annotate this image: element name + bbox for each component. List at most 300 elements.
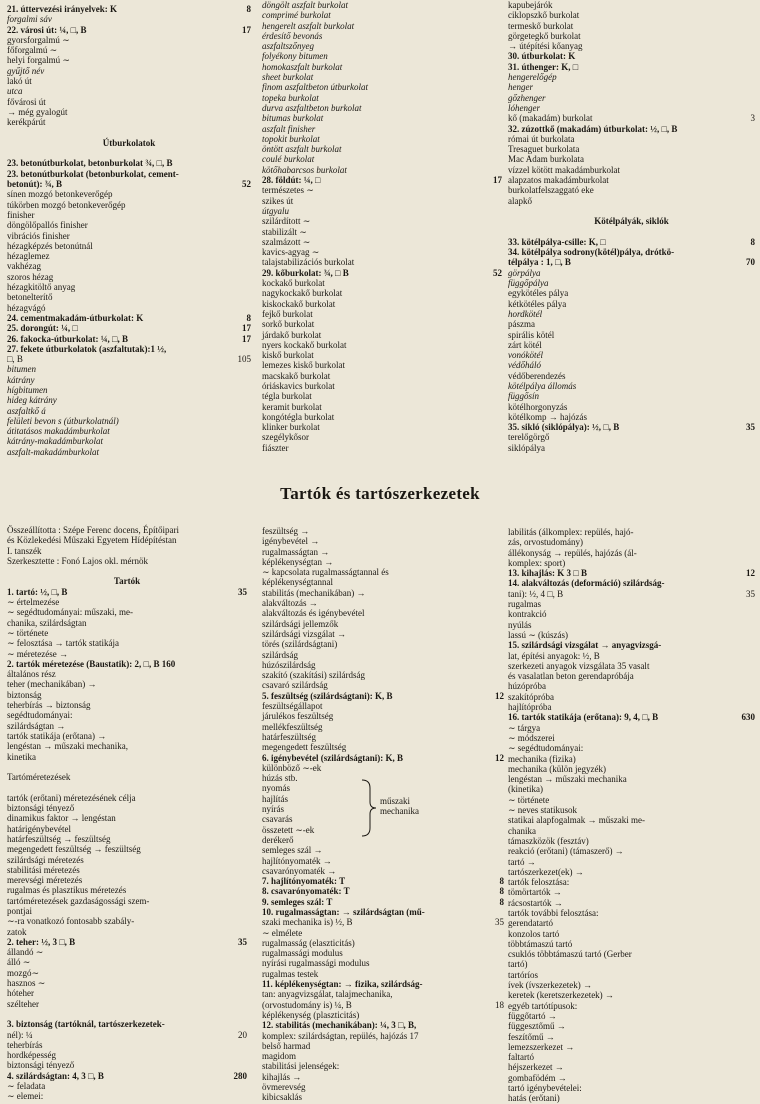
index-line — [262, 371, 502, 381]
line-text: hideg kátrány — [7, 395, 57, 406]
line-text: 23. betonútburkolat (betonburkolat, cement- — [7, 168, 179, 179]
index-line — [7, 885, 247, 895]
line-text: rugalmassági modulus — [262, 948, 343, 959]
index-line — [7, 782, 247, 792]
index-line — [262, 72, 502, 82]
line-text: terelőgörgő — [508, 432, 550, 443]
line-text: héjszerkezet → — [508, 1062, 564, 1073]
line-text: Összeállította : Szépe Ferenc docens, Építőipari — [7, 525, 179, 535]
line-text: stabilitási méretezés — [7, 864, 80, 875]
line-text: nyírási rugalmassági modulus — [262, 958, 370, 969]
line-text: szilárdsági jellemzők — [262, 618, 339, 629]
index-line — [262, 619, 504, 629]
bottom-column-1 — [7, 525, 247, 1102]
index-line — [7, 35, 251, 45]
entry-heading — [7, 344, 251, 354]
line-text: ciklopszkő burkolat — [508, 10, 580, 21]
line-text: kötélpálya állomás — [508, 380, 577, 391]
entry-heading — [508, 578, 755, 588]
line-text: zás, orvostudomány) — [508, 537, 583, 548]
line-text: nagykockakő burkolat — [262, 288, 343, 299]
line-text: reakció (erőtani) (támaszerő) → — [508, 846, 624, 857]
line-text: (orvostudomány is) ¼, B — [262, 999, 352, 1010]
line-text: kapubejárók — [508, 0, 553, 10]
index-line — [262, 969, 504, 979]
index-line — [508, 990, 755, 1000]
page-count: 17 — [493, 175, 502, 186]
line-text: hengerelőgép — [508, 72, 557, 83]
index-line — [7, 957, 247, 967]
index-line — [262, 10, 502, 20]
entry-heading — [262, 1020, 504, 1030]
line-text: óriáskavics burkolat — [262, 380, 335, 391]
line-text: stabilizált ∼ — [262, 226, 307, 237]
line-text: hordképesség — [7, 1050, 56, 1061]
index-line — [7, 66, 251, 76]
index-line — [508, 103, 755, 113]
index-line — [508, 371, 755, 381]
index-line — [7, 968, 247, 978]
index-line — [262, 340, 502, 350]
line-text: 7. hajlítónyomaték: T — [262, 876, 346, 887]
index-line — [262, 0, 502, 10]
line-text: aszfaltkő á — [7, 405, 46, 416]
index-line — [7, 865, 247, 875]
index-line — [7, 364, 251, 374]
line-text: Szerkesztette : Fonó Lajos okl. mérnök — [7, 555, 148, 566]
line-text: lemezszerkezet → — [508, 1041, 575, 1052]
line-text: kátrány-makadámburkolat — [7, 436, 103, 447]
line-text: 25. dorongút: ¼, □ — [7, 323, 78, 334]
index-line — [7, 107, 251, 117]
line-text: tartóméretezések gazdaságossági szem- — [7, 895, 150, 906]
line-text: ∼ felosztása → tartók statikája — [7, 638, 120, 649]
line-text: 2. teher: ½, 3 □, B — [7, 936, 76, 947]
line-text: ∼ segédtudományai: műszaki, me- — [7, 607, 134, 618]
brace-label-2: mechanika — [380, 806, 419, 816]
index-line — [7, 669, 247, 679]
line-text: kő (makadám) burkolat — [508, 113, 593, 124]
line-text: feszültség → — [262, 526, 310, 536]
index-line — [262, 124, 502, 134]
line-text: kátrány — [7, 374, 35, 385]
line-text: termeskő burkolat — [508, 20, 574, 31]
entry-heading — [262, 979, 504, 989]
index-line — [508, 877, 755, 887]
index-line — [7, 690, 247, 700]
line-text: ∼-ra vonatkozó fontosabb szabály- — [7, 916, 135, 927]
line-text: 35. sikló (siklópálya): ½, □, B — [508, 422, 620, 433]
index-line — [262, 257, 502, 267]
index-line — [508, 805, 755, 815]
line-text: hézagképzés betonútnál — [7, 240, 93, 251]
index-line — [7, 824, 247, 834]
line-text: kinetika — [7, 751, 36, 762]
line-text: 30. útburkolat: K — [508, 51, 576, 62]
line-text: magidom — [262, 1051, 296, 1062]
index-line — [508, 1042, 755, 1052]
page-count: 20 — [238, 1029, 247, 1040]
index-line — [508, 939, 755, 949]
line-text: ∼ története — [508, 794, 550, 805]
line-text: statikai alapfogalmak → műszaki me- — [508, 815, 645, 826]
line-text: nyúlás — [508, 619, 532, 630]
index-line — [262, 958, 504, 968]
index-line — [508, 196, 755, 206]
line-text: Mac Adam burkolata — [508, 154, 584, 165]
line-text: 28. földút: ¼, □ — [262, 175, 321, 186]
index-line — [262, 742, 504, 752]
line-text: semleges szál → — [262, 845, 323, 856]
index-line — [508, 898, 755, 908]
line-text: ∼ elmélete — [262, 927, 303, 938]
index-line — [508, 733, 755, 743]
line-text: gyorsforgalmú ∼ — [7, 34, 70, 45]
line-text: kiskő burkolat — [262, 350, 314, 361]
line-text: határigénybevétel — [7, 823, 71, 834]
entry-heading — [262, 268, 502, 278]
line-text: igénybevétel → — [262, 536, 320, 547]
entry-heading — [7, 587, 247, 597]
line-text: labilitás (álkomplex: repülés, hajó- — [508, 527, 634, 537]
line-text: lemezes kiskő burkolat — [262, 360, 345, 371]
index-line — [262, 608, 504, 618]
index-line — [508, 93, 755, 103]
line-text: → még gyalogút — [7, 106, 68, 117]
line-text: túkörben mozgó betonkeverőgép — [7, 199, 126, 210]
index-line — [262, 237, 502, 247]
line-text: coulé burkolat — [262, 154, 315, 165]
line-text: szaki mechanika is) ½, B — [262, 917, 353, 928]
index-line — [7, 14, 251, 24]
line-text: hajlítópróba — [508, 702, 552, 713]
line-text: álló ∼ — [7, 957, 31, 968]
index-line — [508, 1062, 755, 1072]
section-heading — [508, 216, 755, 226]
line-text: ∼ módszerei — [508, 732, 555, 743]
index-line — [7, 875, 247, 885]
page-count: 630 — [741, 712, 755, 723]
line-text: megengedett feszültség — [262, 742, 347, 753]
line-text: tartószerkezet(ek) → — [508, 866, 584, 877]
index-line — [7, 916, 247, 926]
line-text: képlékenység (plaszticitás) — [262, 1009, 360, 1020]
line-text: egyéb tartótípusok: — [508, 1000, 578, 1011]
index-line — [7, 55, 251, 65]
index-line — [262, 650, 504, 660]
line-text: szilárdságtan → — [7, 720, 66, 731]
index-line — [262, 154, 502, 164]
index-line — [7, 793, 247, 803]
index-line — [508, 0, 755, 10]
line-text: segédtudományai: — [7, 710, 73, 721]
index-line — [7, 1060, 247, 1070]
line-text: kavics-agyag ∼ — [262, 247, 320, 258]
line-text: görgetegkő burkolat — [508, 30, 581, 41]
index-line — [262, 443, 502, 453]
index-line — [508, 949, 755, 959]
line-text: vonókötél — [508, 350, 543, 361]
line-text: derékerő — [262, 834, 294, 845]
line-text: érdesítő bevonás — [262, 30, 323, 41]
index-line — [262, 62, 502, 72]
line-text: □, B — [7, 354, 23, 365]
line-text: hatás (erőtani) — [508, 1093, 560, 1104]
page-count: 35 — [495, 917, 504, 928]
index-line — [508, 826, 755, 836]
index-line — [508, 970, 755, 980]
entry-heading — [508, 62, 755, 72]
index-line — [7, 679, 247, 689]
line-text: mechanika (fizika) — [508, 753, 576, 764]
entry-heading — [508, 124, 755, 134]
index-line — [7, 855, 247, 865]
index-line — [7, 86, 251, 96]
line-text: szegélykősor — [262, 432, 309, 443]
line-text: szoros hézag — [7, 271, 54, 282]
line-text: 24. cementmakadám-útburkolat: K — [7, 312, 144, 323]
index-line — [508, 134, 755, 144]
entry-heading — [508, 237, 755, 247]
line-text: állandó ∼ — [7, 947, 44, 958]
index-line — [508, 702, 755, 712]
line-text: nyomás — [262, 783, 290, 794]
index-line — [262, 185, 502, 195]
line-text: aszfalt-makadámburkolat — [7, 446, 99, 457]
index-line — [7, 628, 247, 638]
line-text: macskakő burkolat — [262, 370, 331, 381]
line-text: spirális kötél — [508, 329, 555, 340]
index-line — [262, 711, 504, 721]
index-line — [7, 128, 251, 138]
index-line — [262, 330, 502, 340]
line-text: kötélhorgonyzás — [508, 401, 568, 412]
line-text: kontrakció — [508, 609, 547, 620]
line-text: görpálya — [508, 267, 541, 278]
line-text: határfeszültség → feszültség — [7, 833, 111, 844]
line-text: mechanika (külön jegyzék) — [508, 763, 606, 774]
index-line — [7, 927, 247, 937]
line-text: topeka burkolat — [262, 92, 319, 103]
line-text: 3. biztonság (tartóknál, tartószerkezetek- — [7, 1019, 165, 1030]
line-text: ∼ elemei: — [7, 1091, 44, 1102]
line-text: konzolos tartó — [508, 928, 560, 939]
page-count: 18 — [495, 999, 504, 1010]
line-text: csavarónyomaték → — [262, 865, 337, 876]
index-line — [508, 980, 755, 990]
page-count: 35 — [746, 588, 755, 599]
index-line — [508, 857, 755, 867]
index-line — [7, 700, 247, 710]
line-text: alapkő — [508, 195, 532, 206]
line-text: nyírás — [262, 804, 284, 815]
line-text: hézaglemez — [7, 251, 50, 262]
index-line — [508, 154, 755, 164]
index-line — [7, 1040, 247, 1050]
line-text: finom aszfaltbeton útburkolat — [262, 82, 369, 93]
index-line — [508, 620, 755, 630]
entry-heading — [508, 51, 755, 61]
index-line — [262, 216, 502, 226]
index-line — [262, 432, 502, 442]
line-text: forgalmi sáv — [7, 14, 52, 25]
index-line — [508, 836, 755, 846]
index-line — [7, 1030, 247, 1040]
line-text: keramit burkolat — [262, 401, 322, 412]
entry-heading — [262, 691, 504, 701]
page-count: 35 — [238, 936, 247, 947]
index-line — [508, 443, 755, 453]
index-line — [508, 887, 755, 897]
line-text: szilárdsági méretezés — [7, 854, 84, 865]
line-text: Tartók — [113, 576, 141, 587]
line-text: helyi forgalmú ∼ — [7, 55, 70, 66]
index-line — [508, 41, 755, 51]
index-line — [508, 82, 755, 92]
line-text: pászma — [508, 319, 535, 330]
line-text: mozgó∼ — [7, 967, 40, 978]
index-line — [7, 649, 247, 659]
index-line — [262, 144, 502, 154]
line-text: lakó út — [7, 76, 32, 87]
index-line — [7, 762, 247, 772]
entry-heading — [7, 4, 251, 14]
index-line — [508, 908, 755, 918]
line-text: útgyalu — [262, 205, 289, 216]
line-text: homokaszfalt burkolat — [262, 61, 343, 72]
line-text: sheet burkolat — [262, 72, 314, 83]
index-line — [262, 722, 504, 732]
index-line — [262, 1082, 504, 1092]
line-text: hajlítás — [262, 793, 288, 804]
entry-heading — [262, 876, 504, 886]
line-text: zatok — [7, 926, 27, 937]
line-text: szakító (szakítási) szilárdság — [262, 670, 365, 681]
index-line — [262, 309, 502, 319]
line-text: 10. rugalmasságtan: → szilárdságtan (mű- — [262, 906, 425, 917]
index-line — [508, 10, 755, 20]
line-text: hajlítónyomaték → — [262, 855, 332, 866]
line-text: → útépítési kőanyag — [508, 41, 583, 52]
page-count: 3 — [750, 113, 755, 124]
index-line — [262, 639, 504, 649]
index-line — [262, 1041, 504, 1051]
line-text: kockakő burkolat — [262, 278, 325, 289]
index-line — [7, 988, 247, 998]
index-line — [7, 710, 247, 720]
index-line — [508, 537, 755, 547]
line-text: ∼ tárgya — [508, 722, 541, 733]
index-line — [262, 422, 502, 432]
line-text: képlékenységtan → — [262, 556, 334, 567]
line-text: feszültségállapot — [262, 701, 323, 712]
line-text: tömörtartók → — [508, 887, 562, 898]
line-text: tégla burkolat — [262, 391, 312, 402]
line-text: 12. stabilitás (mechanikában): ¼, 3 □, B, — [262, 1020, 417, 1031]
line-text: támaszközök (fesztáv) — [508, 835, 589, 846]
line-text: szilárdított ∼ — [262, 216, 311, 227]
line-text: nyers kockakő burkolat — [262, 339, 347, 350]
index-line — [7, 406, 251, 416]
line-text: 4. szilárdságtan: 4, 3 □, B — [7, 1070, 104, 1081]
index-line — [508, 350, 755, 360]
index-line — [508, 144, 755, 154]
line-text: kongótégla burkolat — [262, 411, 335, 422]
line-text: ∼ neves statikusok — [508, 805, 578, 816]
index-line — [262, 31, 502, 41]
index-line — [262, 989, 504, 999]
line-text: 27. fekete útburkolatok (aszfaltutak):1 ½, — [7, 343, 167, 354]
index-line — [508, 867, 755, 877]
line-text: függőpálya — [508, 278, 549, 289]
line-text: zárt kötél — [508, 339, 542, 350]
line-text: betonút): ¾, B — [7, 179, 63, 190]
line-text: comprimé burkolat — [262, 10, 331, 21]
index-line — [262, 350, 502, 360]
line-text: alakváltozás → — [262, 598, 318, 609]
index-line — [508, 609, 755, 619]
line-text: I. tanszék — [7, 545, 42, 556]
line-text: összetett ∼-ek — [262, 824, 315, 835]
line-text: tani): ½, 4 □, B — [508, 588, 564, 599]
index-line — [7, 618, 247, 628]
line-text: tartóríos — [508, 969, 538, 980]
line-text: védőberendezés — [508, 370, 566, 381]
line-text: ∼ segédtudományai: — [508, 743, 584, 754]
index-line — [262, 402, 502, 412]
line-text: szilárdsági vizsgálat → — [262, 628, 346, 639]
line-text: lengéstan → műszaki mechanika, — [7, 741, 128, 752]
entry-heading — [262, 175, 502, 185]
line-text: kötőhabarcsos burkolat — [262, 164, 347, 175]
line-text: hézagkitöltő anyag — [7, 282, 76, 293]
page-count: 52 — [242, 179, 251, 190]
page-count: 17 — [242, 323, 251, 334]
entry-heading — [262, 886, 504, 896]
entry-heading — [508, 712, 755, 722]
line-text: képlékenységtannal — [262, 577, 333, 588]
index-line — [508, 929, 755, 939]
line-text: törés (szilárdságtani) — [262, 639, 338, 650]
line-text: stabilitási jelenségek: — [262, 1061, 340, 1072]
line-text: folyékony bitumen — [262, 51, 328, 62]
line-text: függesztőmű → — [508, 1021, 566, 1032]
page-count: 12 — [495, 690, 504, 701]
page-count: 280 — [233, 1070, 247, 1081]
line-text: húzás stb. — [262, 773, 298, 784]
entry-heading — [508, 247, 755, 257]
line-text: tartók felosztása: — [508, 877, 570, 888]
line-text: 8. csavarónyomaték: T — [262, 886, 350, 897]
line-text: belső harmad — [262, 1040, 311, 1051]
entry-heading — [7, 179, 251, 189]
line-text: szilárdság — [262, 649, 298, 660]
line-text: 21. úttervezési irányelvek: K — [7, 4, 117, 14]
index-line — [508, 268, 755, 278]
index-line — [508, 21, 755, 31]
line-text: burkolatfelszaggató eke — [508, 185, 594, 196]
index-line — [262, 103, 502, 113]
index-line — [7, 741, 247, 751]
index-line — [7, 978, 247, 988]
line-text: és vasalatlan beton gerendapróbája — [508, 671, 634, 682]
page-count: 8 — [499, 896, 504, 907]
line-text: nél): ¼ — [7, 1029, 33, 1040]
index-line — [508, 784, 755, 794]
entry-heading — [7, 334, 251, 344]
entry-heading — [7, 1019, 247, 1029]
brace-icon — [360, 778, 378, 838]
